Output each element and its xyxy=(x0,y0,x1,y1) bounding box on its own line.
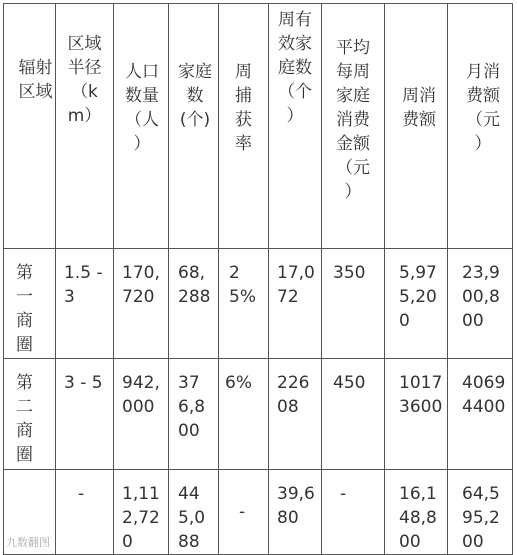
table-cell: 68,288 xyxy=(169,249,219,359)
table-cell: 第二商圈 xyxy=(4,359,56,470)
table-cell: 第一商圈 xyxy=(4,249,56,359)
table-cell: - xyxy=(56,470,114,555)
table-cell: 170,720 xyxy=(114,249,169,359)
table-cell: 17,072 xyxy=(269,249,322,359)
header-cell: 月消费额（元） xyxy=(448,4,513,249)
header-cell: 区域半径（km） xyxy=(56,4,114,249)
table-cell: 25% xyxy=(219,249,269,359)
table-cell: 23,900,800 xyxy=(448,249,513,359)
table-cell: 64,595,200 xyxy=(448,470,513,555)
table-cell: 39,680 xyxy=(269,470,322,555)
table-cell: 16,148,800 xyxy=(385,470,448,555)
table-cell: - xyxy=(322,470,385,555)
watermark: 九数翻图 xyxy=(6,536,50,549)
table-cell: - xyxy=(219,470,269,555)
header-cell: 平均每周家庭消费金额（元） xyxy=(322,4,385,249)
table-cell: 6% xyxy=(219,359,269,470)
header-cell: 周捕获率 xyxy=(219,4,269,249)
table-cell: 450 xyxy=(322,359,385,470)
header-cell: 辐射区域 xyxy=(4,4,56,249)
table-cell: 942,000 xyxy=(114,359,169,470)
data-table xyxy=(3,3,513,555)
header-cell: 人口数量（人） xyxy=(114,4,169,249)
header-cell: 周消费额 xyxy=(385,4,448,249)
table-cell: 3 - 5 xyxy=(56,359,114,470)
header-row xyxy=(4,4,513,249)
table-cell: 376,800 xyxy=(169,359,219,470)
table-cell: 10173600 xyxy=(385,359,448,470)
table-cell: 350 xyxy=(322,249,385,359)
table-cell: 445,088 xyxy=(169,470,219,555)
table-row xyxy=(4,359,513,470)
table-cell: 40694400 xyxy=(448,359,513,470)
table-cell: 22608 xyxy=(269,359,322,470)
table-row xyxy=(4,470,513,555)
table-cell: 1,112,720 xyxy=(114,470,169,555)
table-cell: 5,975,200 xyxy=(385,249,448,359)
header-cell: 家庭数(个) xyxy=(169,4,219,249)
table-cell: 1.5 - 3 xyxy=(56,249,114,359)
table-row xyxy=(4,249,513,359)
header-cell: 周有效家庭数（个） xyxy=(269,4,322,249)
